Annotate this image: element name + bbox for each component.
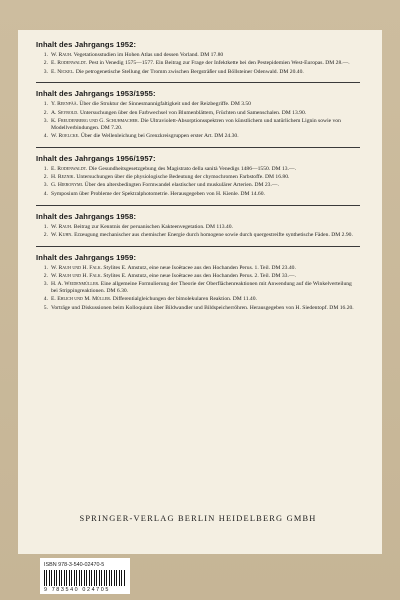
entry-text: [51, 305, 360, 312]
entry-description: Über die Struktur der Sinnesmannigfaltigkeit und der Reizbegriffe. DM 3.50: [78, 101, 251, 108]
entry-text: [51, 52, 360, 59]
barcode-number: 9 783540 024705: [44, 587, 110, 593]
entry-number: 4.: [43, 296, 48, 303]
entry-description: Pest in Venedig 1575—1577. Ein Beitrag zur Frage der Infektkette bei den Pestepidemien West-Europas. DM 28.—.: [87, 60, 350, 67]
entry-description: Differentialgleichungen der bimolekularen Reaktion. DM 11.40.: [111, 296, 257, 303]
entry-list: [36, 166, 360, 198]
entry-number: 1.: [43, 264, 48, 271]
section-divider: [36, 82, 360, 83]
entry-number: 2.: [43, 174, 48, 181]
entry-description: Vegetationsstudien im Hohen Atlas und dessen Vorland. DM 17.80: [72, 52, 224, 58]
list-item: [36, 118, 360, 132]
section-divider: [36, 147, 360, 148]
entry-text: [51, 232, 360, 239]
entry-number: 3.: [43, 68, 48, 75]
entry-number: 4.: [43, 190, 48, 197]
entry-author: W. Kuhn.: [51, 231, 73, 238]
list-item: [36, 69, 360, 76]
entry-number: 1.: [43, 165, 48, 172]
entry-text: [51, 166, 360, 173]
entry-author: E. Nickel.: [51, 68, 75, 75]
entry-number: 2.: [43, 272, 48, 279]
entry-description: Symposium über Probleme der Spektralphotometrie. Herausgegeben von H. Kienle. DM 14.60.: [51, 190, 265, 197]
entry-number: 1.: [43, 52, 48, 58]
entry-number: 1.: [43, 101, 48, 108]
entry-description: Eine allgemeine Formulierung der Theorie der Oberflächenreaktionen mit Anwendung auf die Winkelverteilung bei Strippingreaktionen. DM 6.30.: [51, 281, 352, 295]
list-item: [36, 224, 360, 231]
entry-text: [51, 281, 360, 295]
list-item: [36, 232, 360, 239]
list-item: [36, 281, 360, 295]
section-title: Inhalt des Jahrgangs 1952:: [36, 40, 137, 49]
entry-author: E. Rodenwaldt.: [51, 60, 88, 67]
entry-description: Über die Wellenleichung bei Grenzkreisgruppen erster Art. DM 24.30.: [79, 133, 239, 140]
volume-section: [36, 253, 360, 312]
volume-section: [36, 89, 360, 139]
list-item: [36, 166, 360, 173]
entry-number: 4.: [43, 133, 48, 140]
entry-author: K. Freudenberg und G. Schuhmacher.: [51, 117, 140, 124]
entry-list: [36, 224, 360, 239]
entry-author: E. Rodenwaldt.: [51, 165, 88, 172]
entry-description: Vorträge und Diskussionen beim Kolloquium über Bildwandler und Bildspeicherröhren. Herausgegeben von H. Siedentopf. DM 16.20.: [51, 304, 354, 311]
list-item: [36, 60, 360, 67]
entry-text: [51, 133, 360, 140]
list-item: [36, 110, 360, 117]
entry-author: H. A. Weidenmüller.: [51, 281, 100, 288]
entry-number: 2.: [43, 231, 48, 238]
publisher-line: SPRINGER-VERLAG BERLIN HEIDELBERG GMBH: [79, 514, 317, 523]
entry-description: Beitrag zur Kenntnis der peruanischen Kakteenvegetation. DM 113.40.: [72, 223, 233, 230]
entry-text: [51, 296, 360, 303]
entry-author: H. Reznik.: [51, 174, 75, 181]
entry-text: [51, 174, 360, 181]
section-title: Inhalt des Jahrgangs 1953/1955:: [36, 89, 156, 99]
section-title: Inhalt des Jahrgangs 1959:: [36, 252, 137, 262]
entry-author: Y. Reenpää.: [51, 101, 79, 108]
entry-number: 2.: [43, 109, 48, 116]
entry-description: Stylites E. Amstutz, eine neue Isoëtacee aus den Hochanden Perus. 2. Teil. DM 33.—.: [102, 272, 296, 279]
entry-number: 5.: [43, 304, 48, 311]
list-item: [36, 52, 360, 59]
entry-text: [51, 101, 360, 108]
entry-description: Die Ultraviolett-Absorptionsspektren von künstlichem und natürlichem Lignin sowie von Modellverbindungen. DM 7.20.: [51, 117, 341, 131]
entry-number: 1.: [43, 223, 48, 230]
entry-author: W. Rauh.: [51, 52, 73, 58]
entry-list: [36, 52, 360, 75]
isbn-label: ISBN 978-3-540-02470-5: [44, 562, 105, 568]
entry-text: [51, 273, 360, 280]
entry-list: [36, 265, 360, 312]
entry-description: Untersuchungen über den Farbwechsel von Blumenblättern, Früchten und Samenschalen. DM 13.90.: [78, 109, 307, 116]
entry-author: A. Seybold.: [51, 109, 79, 116]
entry-author: W. Rauh.: [51, 223, 73, 230]
entry-author: W. Rauh und H. Falk.: [51, 264, 102, 271]
barcode-bars: [44, 570, 126, 586]
list-item: [36, 305, 360, 312]
entry-list: [36, 101, 360, 139]
entry-text: [51, 69, 360, 76]
section-divider: [36, 205, 360, 206]
volume-section: [36, 40, 360, 75]
list-item: [36, 101, 360, 108]
list-item: [36, 265, 360, 272]
entry-number: 3.: [43, 182, 48, 189]
entry-number: 3.: [43, 117, 48, 124]
entry-description: Stylites E. Amstutz, eine neue Isoëtacee aus den Hochanden Perus. 1. Teil. DM 23.40.: [102, 264, 296, 271]
entry-text: [51, 60, 360, 67]
list-item: [36, 273, 360, 280]
list-item: [36, 182, 360, 189]
entry-text: [51, 182, 360, 189]
entry-text: [51, 110, 360, 117]
entry-description: Erzeugung mechanischer aus chemischer Energie durch homogene sowie durch quergestreifte synthetische Fäden. DM 2.90.: [72, 231, 353, 238]
section-title: Inhalt des Jahrgangs 1956/1957:: [36, 153, 156, 163]
section-title: Inhalt des Jahrgangs 1958:: [36, 211, 137, 221]
entry-author: W. Rauh und H. Falk.: [51, 272, 102, 279]
list-item: [36, 191, 360, 198]
entry-description: Die petrogenetische Stellung der Tromm zwischen Bergsträßer und Böllsteiner Odenwald. DM 20.40.: [74, 68, 304, 75]
volume-section: [36, 212, 360, 239]
entry-author: E. Ehlich und M. Müller.: [51, 296, 112, 303]
entry-number: 2.: [43, 60, 48, 67]
entry-description: Untersuchungen über die physiologische Bedeutung der chymochromen Farbstoffe. DM 16.80.: [74, 174, 290, 181]
entry-text: [51, 118, 360, 132]
list-item: [36, 133, 360, 140]
volume-section: [36, 154, 360, 198]
entry-text: [51, 224, 360, 231]
entry-description: Die Gesundheitsgesetzgebung des Magistrato della sanità Venedigs 1486—1550. DM 13.—.: [87, 165, 296, 172]
list-item: [36, 174, 360, 181]
entry-text: [51, 265, 360, 272]
entry-author: W. Roelcke.: [51, 133, 80, 140]
entry-description: Über den altersbedingten Formwandel elastischer und muskulärer Arterien. DM 23.—.: [83, 182, 279, 189]
contents-list: [36, 40, 360, 318]
entry-text: [51, 191, 360, 198]
section-divider: [36, 246, 360, 247]
entry-number: 3.: [43, 281, 48, 288]
entry-author: G. Hieronymi.: [51, 182, 84, 189]
list-item: [36, 296, 360, 303]
